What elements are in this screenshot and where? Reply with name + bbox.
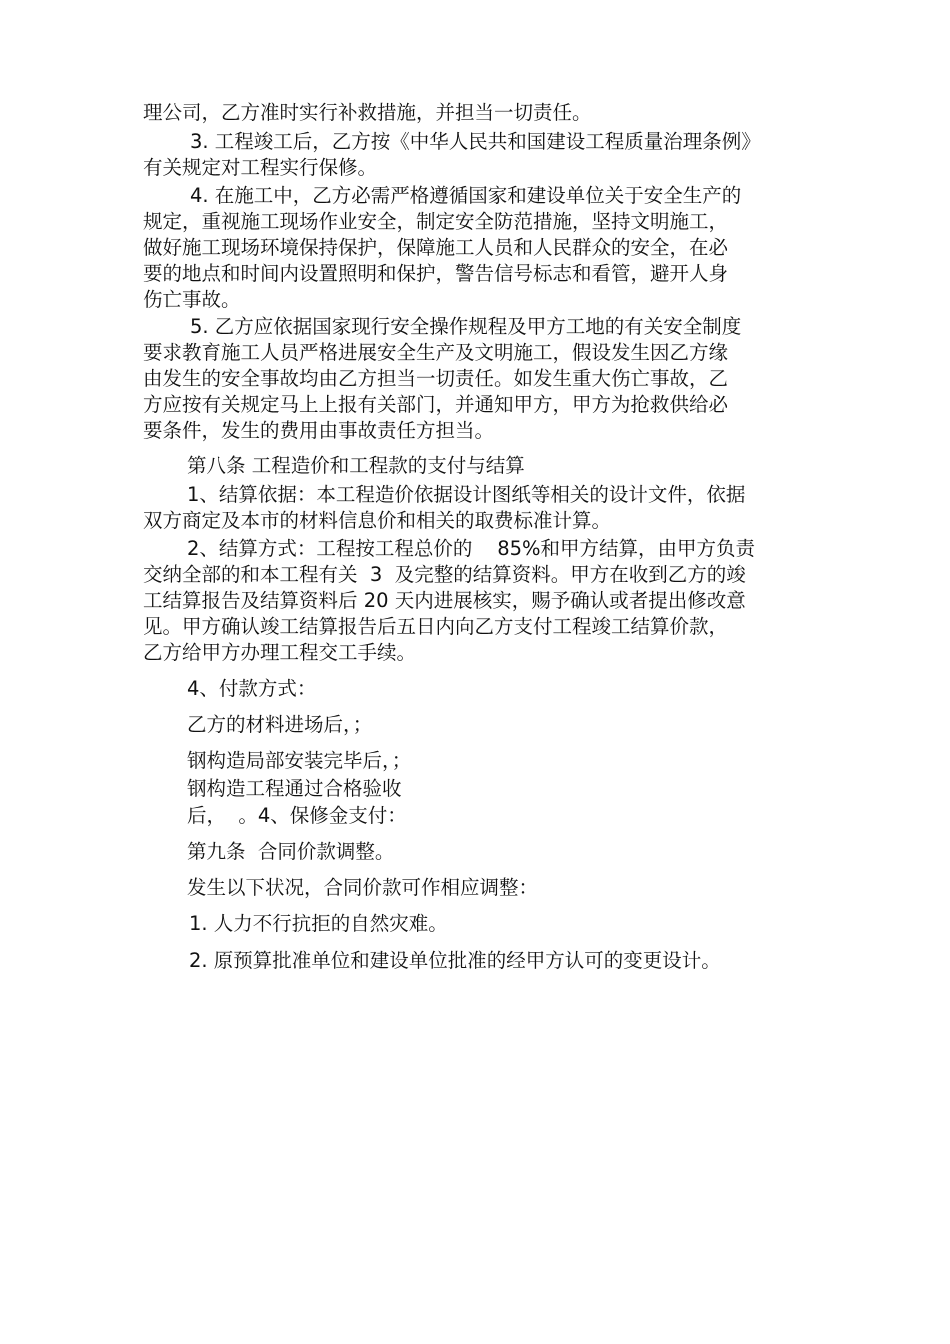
text-line: 4. 在施工中，乙方必需严格遵循国家和建设单位关于安全生产的 — [190, 184, 742, 207]
paragraph-safety-construction — [143, 183, 813, 313]
text-line: 交纳全部的和本工程有关 3 及完整的结算资料。甲方在收到乙方的竣 — [143, 563, 746, 586]
text-line: 见。甲方确认竣工结算报告后五日内向乙方支付工程竣工结算价款， — [143, 615, 729, 638]
paragraph-warranty — [143, 129, 813, 181]
payment-item-materials: 乙方的材料进场后，； — [187, 713, 373, 736]
text-line: 伤亡事故。 — [143, 288, 241, 311]
paragraph-settlement-basis — [143, 482, 813, 534]
text-line: 理公司，乙方准时实行补救措施，并担当一切责任。 — [143, 101, 592, 124]
adjustment-item-1: 1. 人力不行抗拒的自然灾难。 — [189, 912, 448, 935]
payment-item-acceptance: 钢构造工程通过合格验收 — [187, 777, 402, 800]
payment-item-partial-install: 钢构造局部安装完毕后，； — [187, 749, 412, 772]
text-line: 工结算报告及结算资料后 20 天内进展核实，赐予确认或者提出修改意 — [143, 589, 746, 612]
adjustment-item-2: 2. 原预算批准单位和建设单位批准的经甲方认可的变更设计。 — [189, 949, 721, 972]
text-line: 方应按有关规定马上上报有关部门，并通知甲方，甲方为抢救供给必 — [143, 393, 729, 416]
paragraph-safety-rules — [143, 314, 813, 444]
paragraph-settlement-method — [143, 536, 813, 666]
text-line: 3. 工程竣工后，乙方按《中华人民共和国建设工程质量治理条例》 — [190, 130, 761, 153]
text-line: 由发生的安全事故均由乙方担当一切责任。如发生重大伤亡事故，乙 — [143, 367, 729, 390]
text-line: 5. 乙方应依据国家现行安全操作规程及甲方工地的有关安全制度 — [190, 315, 742, 338]
adjustment-intro: 发生以下状况，合同价款可作相应调整： — [187, 876, 539, 899]
text-line: 1、结算依据：本工程造价依据设计图纸等相关的设计文件，依据 — [187, 483, 746, 506]
payment-item-warranty: 后， 。4、保修金支付： — [187, 804, 407, 827]
article-9-heading: 第九条 合同价款调整。 — [187, 840, 395, 863]
text-line: 乙方给甲方办理工程交工手续。 — [143, 641, 417, 664]
text-line: 2、结算方式：工程按工程总价的 85%和甲方结算，由甲方负责 — [187, 537, 756, 560]
text-line: 做好施工现场环境保持保护，保障施工人员和人民群众的安全，在必 — [143, 236, 729, 259]
text-line: 双方商定及本市的材料信息价和相关的取费标准计算。 — [143, 509, 612, 532]
paragraph-liability-end — [143, 100, 813, 126]
text-line: 要条件，发生的费用由事故责任方担当。 — [143, 419, 495, 442]
payment-method-heading: 4、付款方式： — [187, 677, 317, 700]
text-line: 要的地点和时间内设置照明和保护，警告信号标志和看管，避开人身 — [143, 262, 729, 285]
article-8-heading: 第八条 工程造价和工程款的支付与结算 — [187, 454, 525, 477]
text-line: 要求教育施工人员严格进展安全生产及文明施工，假设发生因乙方缘 — [143, 341, 729, 364]
text-line: 有关规定对工程实行保修。 — [143, 156, 378, 179]
text-line: 规定，重视施工现场作业安全，制定安全防范措施，坚持文明施工， — [143, 210, 729, 233]
